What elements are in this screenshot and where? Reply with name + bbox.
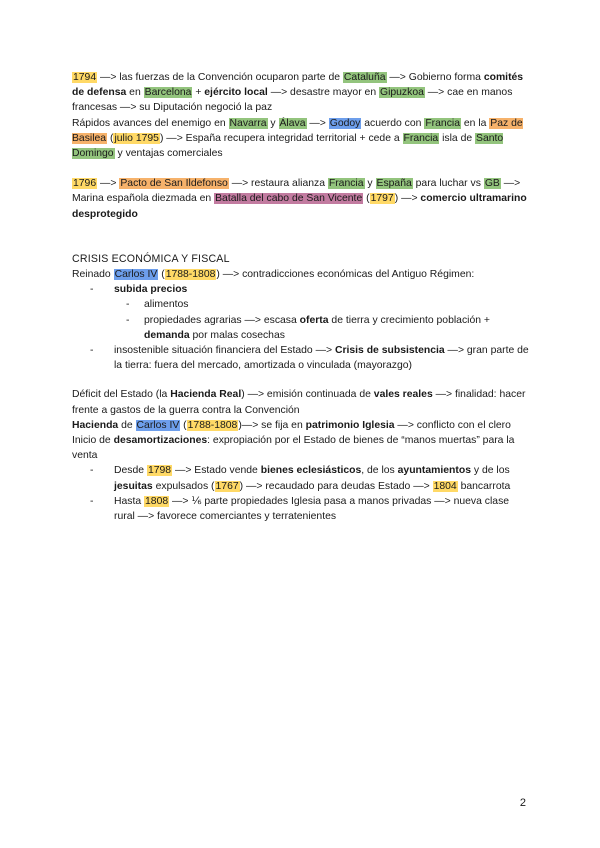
text: : expropiación por el Estado de bienes de “manos muertas” para la venta bbox=[72, 435, 515, 462]
text: —> finalidad: hacer frente a gastos de la guerra contra la Convención bbox=[72, 389, 526, 416]
highlight-event: Paz de Basilea bbox=[72, 117, 523, 144]
text: —> Estado vende bbox=[172, 465, 261, 477]
text: )—> se fija en bbox=[238, 419, 306, 431]
bold-term: demanda bbox=[144, 329, 190, 341]
bold-term: desamortizaciones bbox=[113, 435, 208, 447]
bold-term: Hacienda bbox=[72, 419, 119, 431]
text: Hasta bbox=[114, 495, 145, 507]
highlight-place: GB bbox=[484, 178, 500, 190]
text: de bbox=[118, 419, 136, 431]
spacer bbox=[72, 161, 532, 176]
text: ) —> bbox=[394, 193, 421, 205]
highlight-person: Carlos IV bbox=[114, 269, 158, 281]
text: Rápidos avances del enemigo en bbox=[72, 117, 229, 129]
bold-term: ayuntamientos bbox=[397, 465, 471, 477]
page-number: 2 bbox=[519, 797, 526, 809]
highlight-year: 1808 bbox=[145, 495, 169, 507]
highlight-battle: Batalla del cabo de San Vicente bbox=[215, 193, 363, 205]
highlight-event: Pacto de San Ildefonso bbox=[120, 178, 228, 190]
text: propiedades agrarias —> escasa bbox=[144, 314, 300, 326]
text: ( bbox=[158, 269, 165, 281]
text: y bbox=[364, 178, 376, 190]
highlight-place: Navarra bbox=[229, 117, 267, 129]
highlight-place: Gipuzkoa bbox=[379, 87, 424, 99]
highlight-place: España bbox=[376, 178, 412, 190]
sub-list bbox=[114, 297, 532, 343]
text: en la bbox=[460, 117, 490, 129]
bold-term: bienes eclesiásticos bbox=[260, 465, 362, 477]
text: —> bbox=[97, 178, 120, 190]
bold-term: oferta bbox=[299, 314, 329, 326]
highlight-year: 1798 bbox=[147, 465, 172, 477]
paragraph-hacienda bbox=[72, 418, 532, 433]
paragraph-desamortizaciones bbox=[72, 433, 532, 463]
text: —> bbox=[306, 117, 329, 129]
text: —> gran parte de la tierra: fuera del mercado, amortizada o vinculada (mayorazgo) bbox=[114, 345, 529, 372]
bold-term: comercio ultramarino desprotegido bbox=[72, 193, 527, 220]
text: y de los bbox=[470, 465, 510, 477]
text: Reinado bbox=[72, 269, 114, 281]
bullet-list-causes bbox=[72, 282, 532, 373]
text: ) —> contradicciones económicas del Antiguo Régimen: bbox=[216, 269, 475, 281]
text: bancarrota bbox=[457, 480, 511, 492]
section-heading: CRISIS ECONÓMICA Y FISCAL bbox=[72, 252, 230, 265]
bold-term: Hacienda Real bbox=[170, 389, 242, 401]
text: , de los bbox=[361, 465, 398, 477]
highlight-year: 1788-1808 bbox=[187, 419, 238, 431]
list-item bbox=[72, 463, 532, 493]
text: ) —> recaudado para deudas Estado —> bbox=[239, 480, 433, 492]
text: Inicio de bbox=[72, 435, 114, 447]
bold-term: patrimonio Iglesia bbox=[305, 419, 395, 431]
paragraph-basilea bbox=[72, 116, 532, 162]
bold-term: comités de defensa bbox=[72, 72, 524, 99]
text: en bbox=[126, 87, 144, 99]
bold-term: jesuitas bbox=[114, 480, 153, 492]
text: ) —> España recupera integridad territorial + cede a bbox=[159, 132, 403, 144]
highlight-year: 1767 bbox=[215, 480, 239, 492]
highlight-place: Barcelona bbox=[144, 87, 192, 99]
spacer bbox=[72, 222, 532, 252]
paragraph-deficit bbox=[72, 387, 532, 417]
paragraph-1796 bbox=[72, 176, 532, 222]
text: por malas cosechas bbox=[189, 329, 285, 341]
highlight-place: Francia bbox=[328, 178, 364, 190]
bold-term: ejército local bbox=[204, 87, 268, 99]
list-item bbox=[72, 343, 532, 373]
list-item bbox=[72, 494, 532, 524]
text: Déficit del Estado (la bbox=[72, 389, 171, 401]
bold-term: vales reales bbox=[373, 389, 433, 401]
text: —> Marina española diezmada en bbox=[72, 178, 521, 205]
highlight-person: Godoy bbox=[329, 117, 361, 129]
highlight-year: julio 1795 bbox=[114, 132, 159, 144]
highlight-year: 1796 bbox=[73, 178, 97, 190]
highlight-person: Carlos IV bbox=[136, 419, 180, 431]
highlight-place: Álava bbox=[279, 117, 306, 129]
text: —> las fuerzas de la Convención ocuparon parte de bbox=[97, 72, 343, 83]
text: y ventajas comerciales bbox=[114, 148, 223, 160]
paragraph-reinado bbox=[72, 267, 532, 282]
text: + bbox=[192, 87, 205, 99]
text: Desde bbox=[114, 465, 147, 477]
text: —> desastre mayor en bbox=[267, 87, 379, 99]
highlight-place: Santo Domingo bbox=[72, 132, 504, 160]
text: expulsados ( bbox=[152, 480, 215, 492]
text: ( bbox=[363, 193, 370, 205]
paragraph-1794 bbox=[72, 70, 532, 116]
text: acuerdo con bbox=[361, 117, 425, 129]
text: —> conflicto con el clero bbox=[394, 419, 511, 431]
bold-term: subida precios bbox=[114, 284, 188, 296]
highlight-year: 1797 bbox=[370, 193, 394, 205]
text: y bbox=[267, 117, 279, 129]
text: de tierra y crecimiento población + bbox=[328, 314, 490, 326]
highlight-year: 1788-1808 bbox=[165, 269, 216, 281]
text: alimentos bbox=[144, 299, 189, 311]
bold-term: Crisis de subsistencia bbox=[334, 345, 445, 357]
list-item bbox=[72, 313, 532, 343]
highlight-year: 1804 bbox=[433, 480, 457, 492]
highlight-place: Francia bbox=[425, 117, 460, 129]
list-item bbox=[72, 282, 532, 343]
spacer bbox=[72, 373, 532, 387]
bullet-list-desamortizacion bbox=[72, 463, 532, 524]
text: para luchar vs bbox=[412, 178, 484, 190]
text: —> Gobierno forma bbox=[386, 72, 484, 83]
text: ) —> emisión continuada de bbox=[241, 389, 374, 401]
text: isla de bbox=[439, 132, 476, 144]
text: —> cae en manos francesas —> su Diputación negoció la paz bbox=[72, 87, 513, 114]
text: insostenible situación financiera del Estado —> bbox=[114, 345, 335, 357]
text: —> restaura alianza bbox=[228, 178, 328, 190]
text: ( bbox=[180, 419, 187, 431]
highlight-place: Francia bbox=[403, 132, 439, 144]
highlight-year: 1794 bbox=[73, 72, 97, 83]
list-item bbox=[72, 297, 532, 312]
text: ( bbox=[107, 132, 114, 144]
document-body bbox=[72, 70, 532, 524]
text: —> ⅙ parte propiedades Iglesia pasa a manos privadas —> nueva clase rural —> favorece comerciantes y terratenientes bbox=[114, 495, 510, 523]
highlight-place: Cataluña bbox=[343, 72, 386, 83]
